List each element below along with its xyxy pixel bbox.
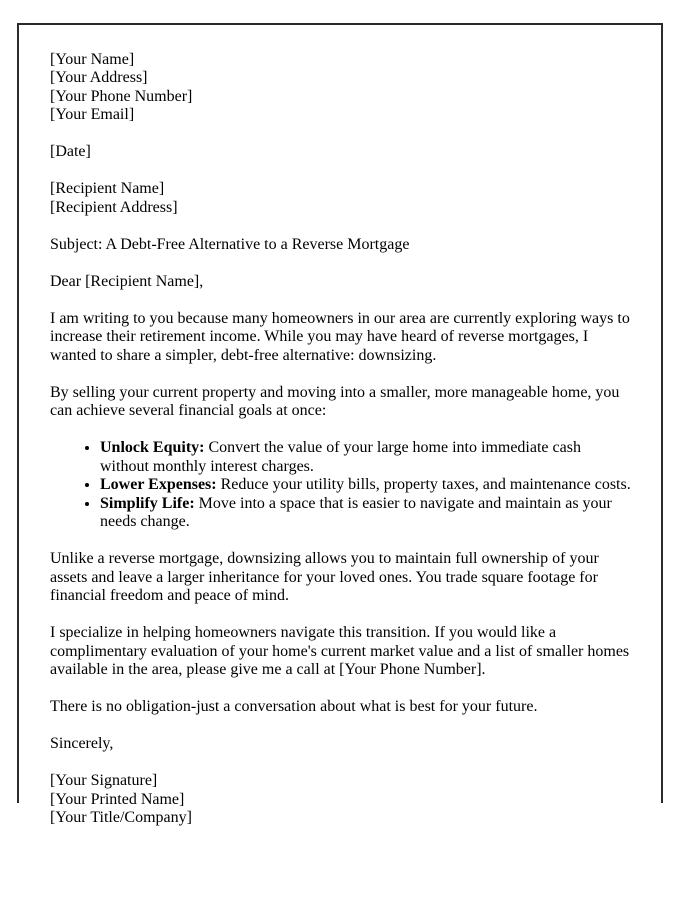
- benefit-text: Move into a space that is easier to navigate and maintain as your needs change.: [100, 494, 612, 530]
- printed-name-line: [Your Printed Name]: [50, 790, 185, 808]
- benefit-text: Convert the value of your large home into immediate cash without monthly interest charges.: [100, 439, 581, 475]
- paragraph-offer: I specialize in helping homeowners navigate this transition. If you would like a complimentary evaluation of your home's current market value and a list of smaller homes available in the area, please give me a call at [Your Phone Number].: [50, 624, 630, 678]
- benefit-text: Reduce your utility bills, property taxes, and maintenance costs.: [220, 476, 631, 493]
- benefits-list: [50, 439, 631, 532]
- date-line: [Date]: [50, 143, 91, 160]
- letter-page: [17, 23, 663, 826]
- benefit-label: Simplify Life:: [100, 494, 195, 512]
- paragraph-no-obligation: There is no obligation-just a conversation about what is best for your future.: [50, 698, 538, 715]
- paragraph-comparison: Unlike a reverse mortgage, downsizing allows you to maintain full ownership of your assets and leave a larger inheritance for your loved ones. You trade square footage for financial freedom and peace of mind.: [50, 550, 599, 604]
- benefit-item-simplify-life: [100, 495, 631, 532]
- salutation: Dear [Recipient Name],: [50, 272, 204, 290]
- sender-phone-line: [Your Phone Number]: [50, 87, 193, 105]
- sender-address-line: [Your Address]: [50, 69, 148, 86]
- benefit-item-unlock-equity: [100, 439, 631, 476]
- signature-line: [Your Signature]: [50, 772, 158, 789]
- recipient-address-line: [Recipient Address]: [50, 198, 178, 216]
- benefit-label: Unlock Equity:: [100, 439, 205, 456]
- recipient-name-line: [Recipient Name]: [50, 180, 165, 197]
- paragraph-goals: By selling your current property and moving into a smaller, more manageable home, you can achieve several financial goals at once:: [50, 383, 620, 419]
- benefit-label: Lower Expenses:: [100, 476, 217, 493]
- sender-name-line: [Your Name]: [50, 50, 135, 68]
- paragraph-intro: I am writing to you because many homeowners in our area are currently exploring ways to increase their retirement income. While you may have heard of reverse mortgages, I wanted to share a simpler, debt-free alternative: downsizing.: [50, 309, 630, 364]
- sender-email-line: [Your Email]: [50, 106, 135, 123]
- subject-line: Subject: A Debt-Free Alternative to a Reverse Mortgage: [50, 235, 410, 253]
- valediction: Sincerely,: [50, 735, 114, 752]
- title-company-line: [Your Title/Company]: [50, 809, 192, 826]
- benefit-item-lower-expenses: [100, 476, 631, 495]
